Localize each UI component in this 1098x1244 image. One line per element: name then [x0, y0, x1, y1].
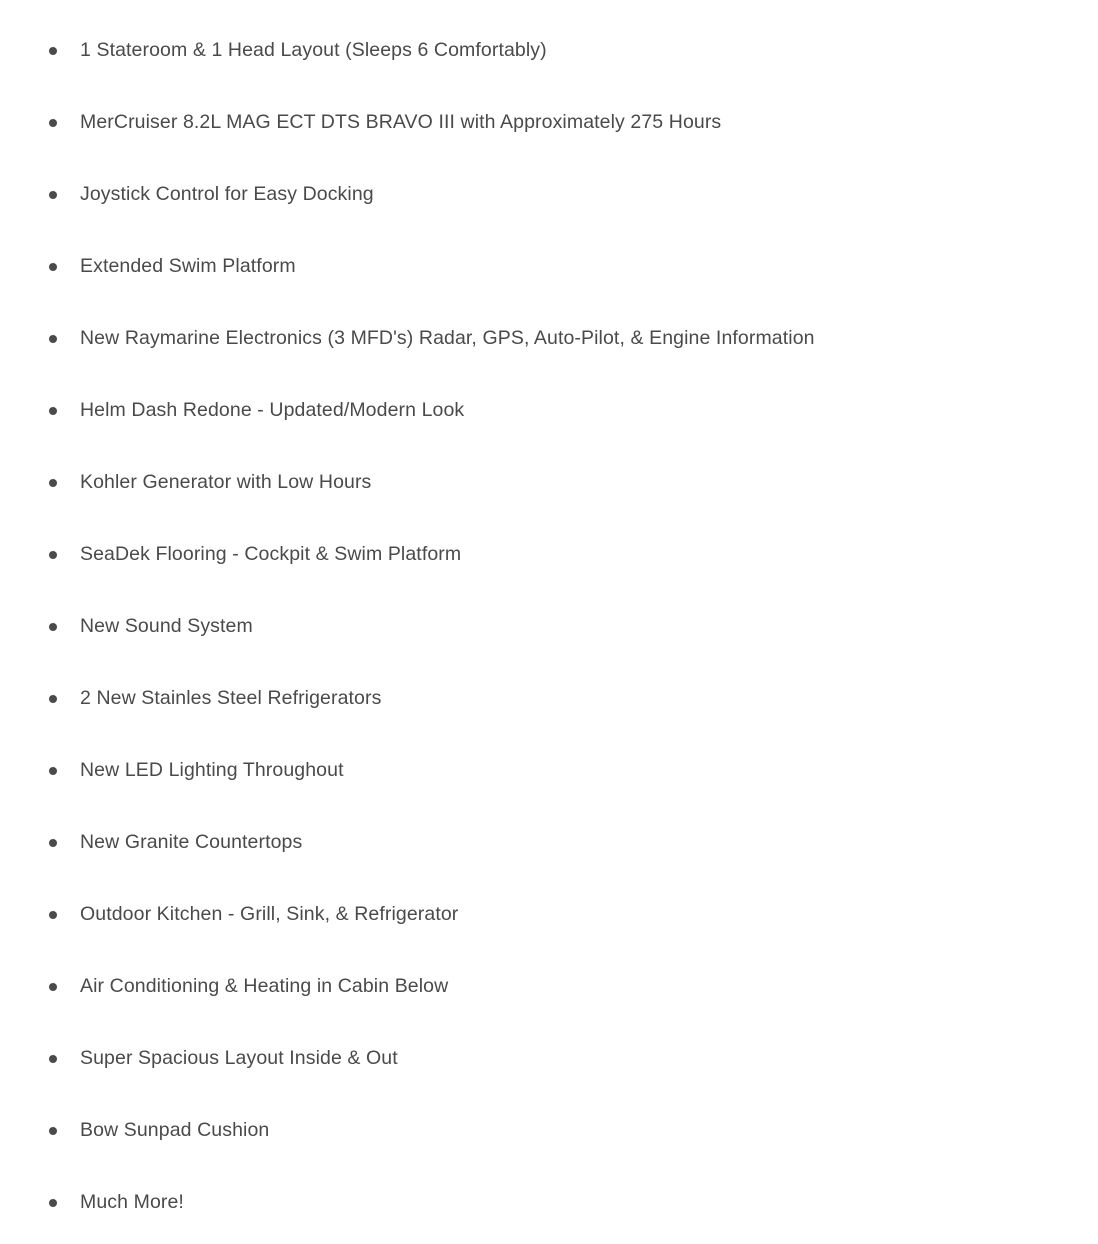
list-item-text: Super Spacious Layout Inside & Out: [80, 1047, 398, 1070]
list-item: [0, 1095, 1098, 1167]
bullet-icon: [49, 911, 57, 919]
bullet-icon: [49, 479, 57, 487]
list-item-text: Helm Dash Redone - Updated/Modern Look: [80, 399, 465, 422]
list-item-text: 2 New Stainles Steel Refrigerators: [80, 687, 382, 710]
list-item-text: 1 Stateroom & 1 Head Layout (Sleeps 6 Comfortably): [80, 39, 547, 62]
list-item-text: Much More!: [80, 1191, 184, 1214]
list-item: [0, 951, 1098, 1023]
bullet-icon: [49, 191, 57, 199]
list-item: [0, 87, 1098, 159]
list-item-text: New Granite Countertops: [80, 831, 303, 854]
list-item-text: New Sound System: [80, 615, 253, 638]
bullet-icon: [49, 695, 57, 703]
list-item-text: Joystick Control for Easy Docking: [80, 183, 374, 206]
list-item-text: Kohler Generator with Low Hours: [80, 471, 372, 494]
bullet-icon: [49, 983, 57, 991]
list-item: [0, 1023, 1098, 1095]
list-item-text: New LED Lighting Throughout: [80, 759, 344, 782]
bullet-icon: [49, 335, 57, 343]
list-item: [0, 519, 1098, 591]
list-item-text: Air Conditioning & Heating in Cabin Below: [80, 975, 449, 998]
list-item-text: New Raymarine Electronics (3 MFD's) Radar, GPS, Auto-Pilot, & Engine Information: [80, 327, 815, 350]
bullet-icon: [49, 119, 57, 127]
list-item: [0, 375, 1098, 447]
bullet-icon: [49, 1055, 57, 1063]
list-item: [0, 1167, 1098, 1239]
list-item-text: MerCruiser 8.2L MAG ECT DTS BRAVO III with Approximately 275 Hours: [80, 111, 722, 134]
bullet-icon: [49, 1199, 57, 1207]
list-item: [0, 15, 1098, 87]
bullet-icon: [49, 839, 57, 847]
list-item: [0, 663, 1098, 735]
list-item: [0, 231, 1098, 303]
bullet-icon: [49, 47, 57, 55]
list-item: [0, 879, 1098, 951]
list-item: [0, 159, 1098, 231]
bullet-icon: [49, 1127, 57, 1135]
bullet-icon: [49, 551, 57, 559]
bullet-icon: [49, 407, 57, 415]
list-item: [0, 447, 1098, 519]
list-item-text: SeaDek Flooring - Cockpit & Swim Platform: [80, 543, 462, 566]
list-item: [0, 735, 1098, 807]
list-item-text: Outdoor Kitchen - Grill, Sink, & Refrigerator: [80, 903, 459, 926]
list-item: [0, 303, 1098, 375]
bullet-icon: [49, 623, 57, 631]
bullet-icon: [49, 263, 57, 271]
list-item-text: Extended Swim Platform: [80, 255, 296, 278]
list-item: [0, 591, 1098, 663]
list-item-text: Bow Sunpad Cushion: [80, 1119, 270, 1142]
bullet-icon: [49, 767, 57, 775]
list-item: [0, 807, 1098, 879]
